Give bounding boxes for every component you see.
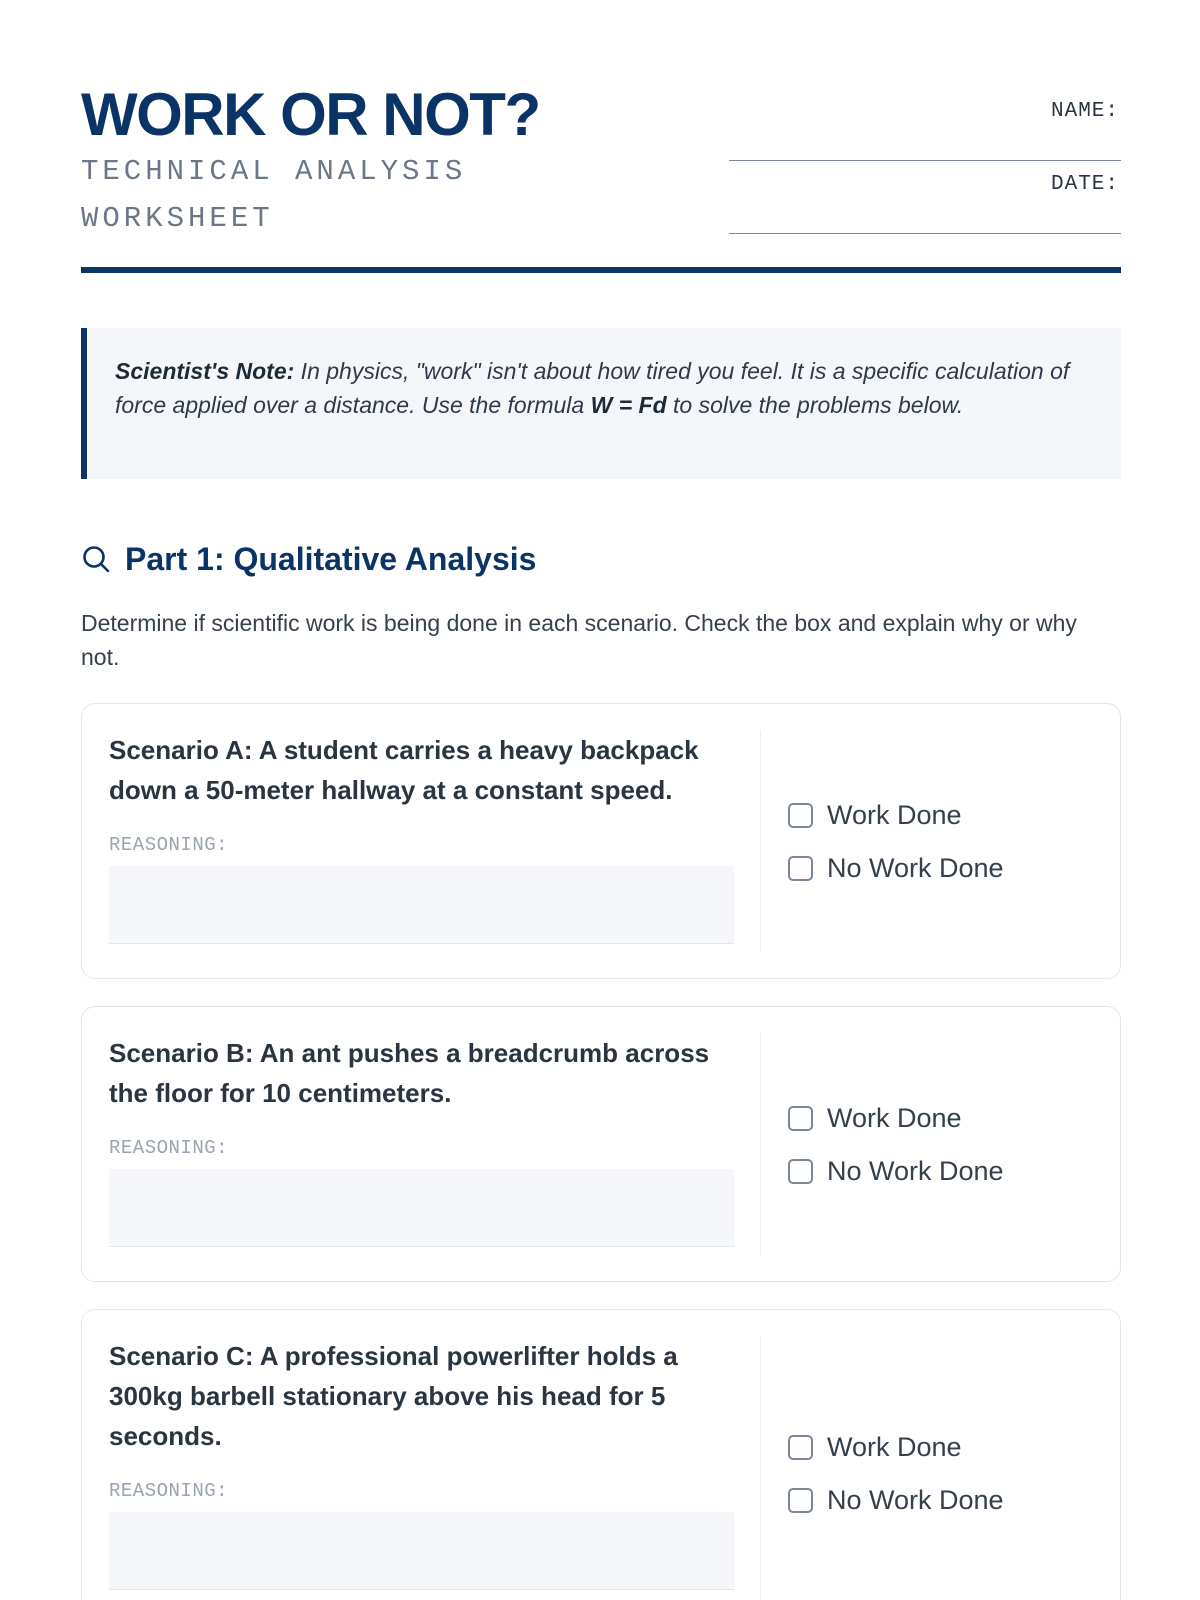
work-options: [788, 1092, 1088, 1198]
header-divider: [81, 267, 1121, 273]
no-work-done-checkbox[interactable]: [788, 1488, 813, 1513]
no-work-done-checkbox[interactable]: [788, 856, 813, 881]
search-icon: [81, 544, 111, 574]
date-field[interactable]: [729, 153, 1121, 234]
scenario-card-c: [81, 1309, 1121, 1600]
no-work-done-label: No Work Done: [827, 1156, 1004, 1186]
note-formula: W = Fd: [590, 392, 667, 418]
name-field[interactable]: [729, 80, 1121, 161]
option-work-done[interactable]: [788, 1421, 1088, 1474]
reasoning-label: REASONING:: [109, 834, 229, 856]
note-text-after: to solve the problems below.: [666, 392, 964, 418]
scenario-text: Scenario B: An ant pushes a breadcrumb across the floor for 10 centimeters.: [109, 1038, 710, 1108]
work-done-label: Work Done: [827, 1103, 962, 1133]
no-work-done-label: No Work Done: [827, 853, 1004, 883]
section-heading: [81, 537, 536, 581]
work-done-checkbox[interactable]: [788, 803, 813, 828]
scientist-note: [81, 328, 1121, 479]
worksheet-header: [81, 80, 1121, 270]
name-label: NAME:: [1050, 100, 1119, 123]
option-no-work-done[interactable]: [788, 842, 1088, 895]
page-title: WORK OR NOT?: [81, 81, 540, 148]
option-work-done[interactable]: [788, 1092, 1088, 1145]
page-subtitle: TECHNICAL ANALYSIS WORKSHEET: [81, 155, 467, 235]
work-done-label: Work Done: [827, 800, 962, 830]
option-no-work-done[interactable]: [788, 1474, 1088, 1527]
scenario-text: Scenario C: A professional powerlifter holds a 300kg barbell stationary above his head for 5 seconds.: [109, 1341, 678, 1451]
reasoning-label: REASONING:: [109, 1480, 229, 1502]
reasoning-input[interactable]: [109, 1512, 734, 1590]
reasoning-input[interactable]: [109, 1169, 734, 1247]
reasoning-label: REASONING:: [109, 1137, 229, 1159]
no-work-done-label: No Work Done: [827, 1485, 1004, 1515]
option-work-done[interactable]: [788, 789, 1088, 842]
work-done-label: Work Done: [827, 1432, 962, 1462]
section-title: Part 1: Qualitative Analysis: [125, 540, 537, 577]
section-instructions: Determine if scientific work is being done in each scenario. Check the box and explain why or why not.: [81, 610, 1077, 670]
card-divider: [760, 730, 761, 952]
work-done-checkbox[interactable]: [788, 1435, 813, 1460]
scenario-text: Scenario A: A student carries a heavy backpack down a 50-meter hallway at a constant speed.: [109, 735, 699, 805]
work-done-checkbox[interactable]: [788, 1106, 813, 1131]
work-options: [788, 789, 1088, 895]
work-options: [788, 1421, 1088, 1527]
scenario-card-b: [81, 1006, 1121, 1282]
card-divider: [760, 1033, 761, 1255]
option-no-work-done[interactable]: [788, 1145, 1088, 1198]
no-work-done-checkbox[interactable]: [788, 1159, 813, 1184]
date-label: DATE:: [1050, 173, 1119, 196]
reasoning-input[interactable]: [109, 866, 734, 944]
note-text-before: In physics, "work" isn't about how tired you feel. It is a specific calculation of force applied over a distance. Use the formula: [115, 358, 1070, 418]
note-lead: Scientist's Note:: [115, 358, 295, 384]
card-divider: [760, 1336, 761, 1600]
scenario-card-a: [81, 703, 1121, 979]
